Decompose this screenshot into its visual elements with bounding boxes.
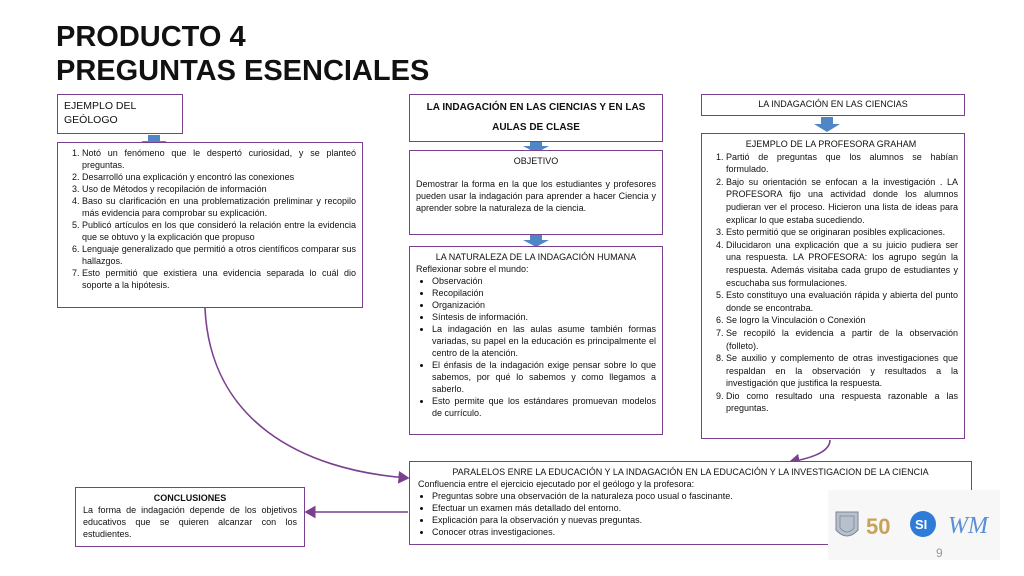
- list-item: 4. Dilucidaron una explicación que a su juicio pudiera ser una respuesta. LA PROFESORA: los agrupo según la respuesta. Además visitaba cada grupo de estudiantes y escuchaba sus formulaciones.: [726, 239, 958, 289]
- connector-left-to-parallels: [205, 308, 408, 478]
- page-number: 9: [936, 546, 943, 560]
- list-item: 8. Se auxilio y complemento de otras investigaciones que respaldan en la observación y resultados a la investigación que justifica la respuesta.: [726, 352, 958, 390]
- list-item: • Explicación para la observación y nuevas preguntas.: [432, 514, 963, 526]
- title-line-1: PRODUCTO 4: [56, 21, 246, 53]
- list-item: 7. Esto permitió que existiera una evidencia separada lo cuál dio soporte a la hipótesis.: [82, 267, 356, 291]
- logo-wm-text: WM: [948, 513, 988, 539]
- parallels-intro: Confluencia entre el ejercicio ejecutado por el geólogo y la profesora:: [418, 479, 695, 489]
- list-item: 3. Uso de Métodos y recopilación de información: [82, 183, 356, 195]
- inquiry-nature-title: LA NATURALEZA DE LA INDAGACIÓN HUMANA: [435, 252, 637, 262]
- professor-example-list: [704, 151, 958, 415]
- list-item: • La indagación en las aulas asume también formas variadas, su papel en la educación es principalmente el centro de la atención.: [432, 323, 656, 359]
- list-item: 3. Esto permitió que se originaran posibles explicaciones.: [726, 226, 958, 239]
- list-item: • Observación: [432, 275, 656, 287]
- objective-title: OBJETIVO: [513, 156, 559, 166]
- list-item: 2. Desarrolló una explicación y encontró las conexiones: [82, 171, 356, 183]
- logos-strip: [828, 490, 1000, 560]
- list-item: 6. Lenguaje generalizado que permitió a otros científicos comparar sus hallazgos.: [82, 243, 356, 267]
- list-item: 7. Se recopiló la evidencia a partir de la observación (folleto).: [726, 327, 958, 352]
- list-item: 5. Esto constituyo una evaluación rápida y abierta del punto donde se encontraba.: [726, 289, 958, 314]
- list-item: • El énfasis de la indagación exige pensar sobre lo que sabemos, por qué lo sabemos y como llegamos a saberlo.: [432, 359, 656, 395]
- list-item: • Efectuar un examen más detallado del entorno.: [432, 502, 963, 514]
- conclusions-box: [75, 487, 305, 547]
- list-item: 6. Se logro la Vinculación o Conexión: [726, 314, 958, 327]
- logo-si-text: SI: [915, 517, 928, 532]
- list-item: 1. Notó un fenómeno que le despertó curiosidad, y se planteó preguntas.: [82, 147, 356, 171]
- title-line-2: PREGUNTAS ESENCIALES: [56, 55, 430, 87]
- middle-header: LA INDAGACIÓN EN LAS CIENCIAS Y EN LAS AULAS DE CLASE: [426, 102, 646, 133]
- down-arrow-right: [814, 117, 840, 132]
- inquiry-nature-intro: Reflexionar sobre el mundo:: [416, 264, 529, 274]
- list-item: 1. Partió de preguntas que los alumnos se habían formulado.: [726, 151, 958, 176]
- middle-header-box: [409, 94, 663, 142]
- list-item: • Conocer otras investigaciones.: [432, 526, 963, 538]
- list-item: 2. Bajo su orientación se enfocan a la investigación . LA PROFESORA fijo una actividad donde los alumnos pudieran ver el proceso. Hicieron una lista de ideas para explicar lo que estaba sucediendo.: [726, 176, 958, 226]
- list-item: • Preguntas sobre una observación de la naturaleza poco usual o fascinante.: [432, 490, 963, 502]
- professor-example-title: EJEMPLO DE LA PROFESORA GRAHAM: [745, 139, 917, 149]
- anniversary-50-logo: [866, 514, 890, 539]
- wm-logo-icon: [948, 513, 990, 539]
- parallels-title: PARALELOS ENRE LA EDUCACIÓN Y LA INDAGACIÓN EN LA EDUCACIÓN Y LA INVESTIGACION DE LA CIENCIA: [452, 467, 929, 477]
- logo-50-text: 50: [866, 514, 891, 539]
- list-item: 4. Baso su clarificación en una problematización preliminar y recopilo más evidencia para comprobar su explicación.: [82, 195, 356, 219]
- geologist-header: EJEMPLO DEL GEÓLOGO: [64, 100, 136, 126]
- list-item: • Síntesis de información.: [432, 311, 656, 323]
- list-item: • Esto permite que los estándares promuevan modelos de currículo.: [432, 395, 656, 419]
- si-logo-icon: [910, 511, 936, 537]
- professor-example-box: [701, 133, 965, 439]
- inquiry-nature-box: [409, 246, 663, 435]
- right-header-box: [701, 94, 965, 116]
- conclusions-title: CONCLUSIONES: [153, 493, 227, 503]
- list-item: • Organización: [432, 299, 656, 311]
- geologist-steps-list: [60, 147, 356, 291]
- list-item: 9. Dio como resultado una respuesta razonable a las preguntas.: [726, 390, 958, 415]
- university-shield-icon: [836, 512, 858, 536]
- geologist-steps-box: [57, 142, 363, 308]
- objective-text: Demostrar la forma en la que los estudiantes y profesores pueden usar la indagación para aprender a hacer Ciencia y aprender sobre la naturaleza de la ciencia.: [416, 179, 656, 213]
- institution-logos: [828, 490, 1000, 560]
- list-item: 5. Publicó artículos en los que consideró la relación entre la evidencia que se obtuvo y la explicación que propuso: [82, 219, 356, 243]
- inquiry-nature-list: [416, 275, 656, 419]
- conclusions-text: La forma de indagación depende de los objetivos educativos que se quieren alcanzar con los estudientes.: [83, 505, 297, 539]
- connector-right-to-parallels: [790, 440, 830, 462]
- objective-box: [409, 150, 663, 235]
- geologist-header-box: [57, 94, 183, 134]
- list-item: • Recopilación: [432, 287, 656, 299]
- right-header: LA INDAGACIÓN EN LAS CIENCIAS: [758, 99, 908, 109]
